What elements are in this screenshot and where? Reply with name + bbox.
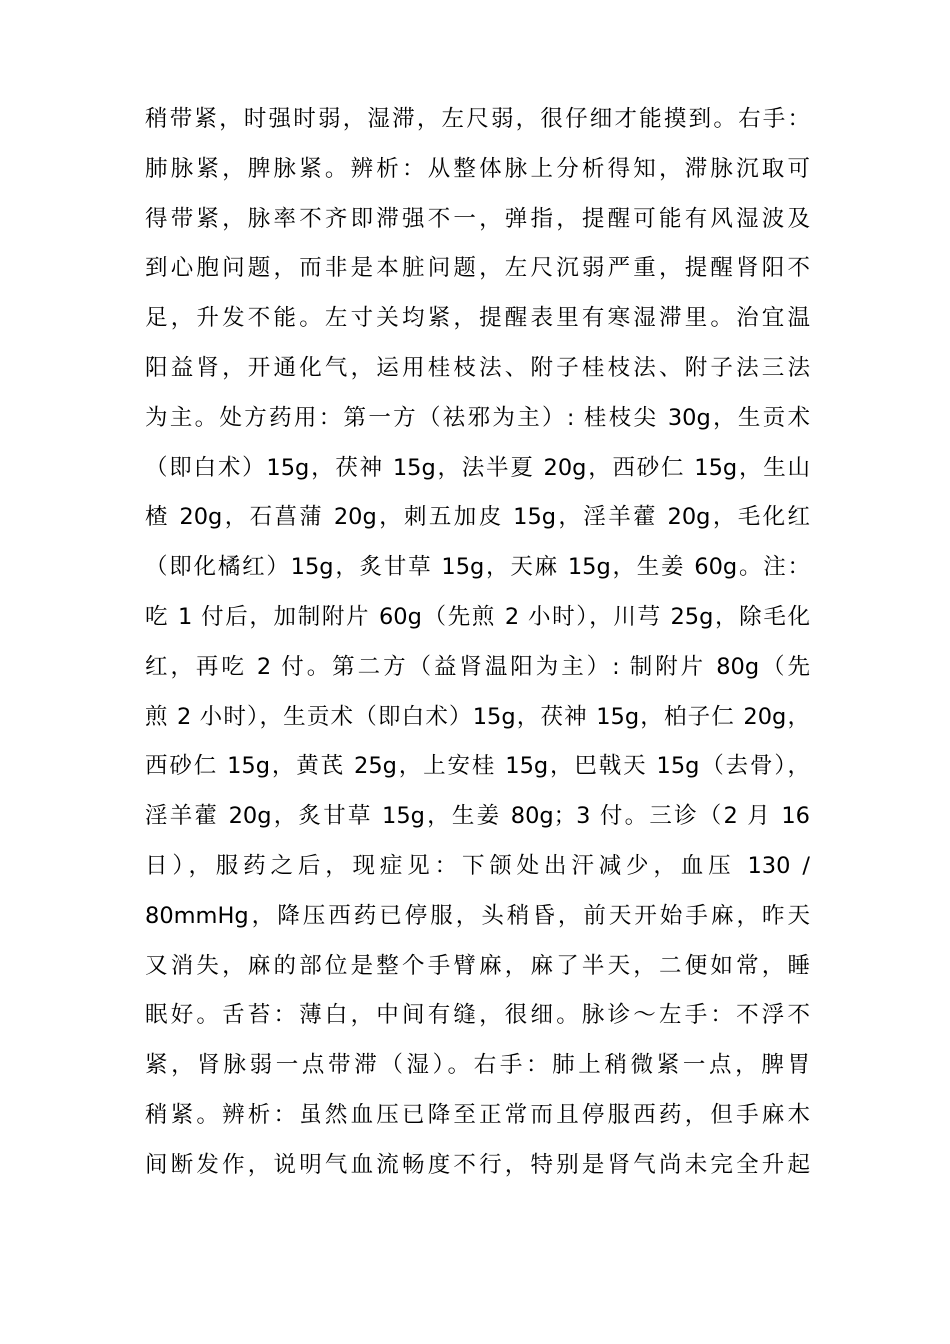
text-line: 紧，肾脉弱一点带滞（湿）。右手：肺上稍微紧一点，脾胃 <box>145 1052 810 1079</box>
text-line: 稍紧。辨析：虽然血压已降至正常而且停服西药，但手麻木 <box>145 1101 810 1128</box>
body-text <box>145 95 810 1191</box>
text-line: 为主。处方药用：第一方（祛邪为主）: 桂枝尖 30g，生贡术 <box>145 404 810 431</box>
text-line: （即白术）15g，茯神 15g，法半夏 20g，西砂仁 15g，生山 <box>145 454 810 481</box>
text-line: 足，升发不能。左寸关均紧，提醒表里有寒湿滞里。治宜温 <box>145 305 810 332</box>
text-line: 到心胞问题，而非是本脏问题，左尺沉弱严重，提醒肾阳不 <box>145 255 810 282</box>
text-line: 得带紧，脉率不齐即滞强不一，弹指，提醒可能有风湿波及 <box>145 205 810 232</box>
text-line: 又消失，麻的部位是整个手臂麻，麻了半天，二便如常，睡 <box>145 952 810 979</box>
text-line: 80mmHg，降压西药已停服，头稍昏，前天开始手麻，昨天 <box>145 902 810 929</box>
text-line: 楂 20g，石菖蒲 20g，刺五加皮 15g，淫羊藿 20g，毛化红 <box>145 504 810 531</box>
text-line: （即化橘红）15g，炙甘草 15g，天麻 15g，生姜 60g。注： <box>145 554 810 581</box>
text-line: 西砂仁 15g，黄芪 25g，上安桂 15g，巴戟天 15g（去骨）， <box>145 753 810 780</box>
text-line: 稍带紧，时强时弱，湿滞，左尺弱，很仔细才能摸到。右手： <box>145 106 810 132</box>
text-line: 煎 2 小时），生贡术（即白术）15g，茯神 15g，柏子仁 20g， <box>145 703 810 730</box>
text-line: 眠好。舌苔：薄白，中间有缝，很细。脉诊～左手：不浮不 <box>145 1002 810 1029</box>
text-line: 阳益肾，开通化气，运用桂枝法、附子桂枝法、附子法三法 <box>145 354 810 381</box>
text-line: 间断发作，说明气血流畅度不行，特别是肾气尚未完全升起 <box>145 1151 810 1178</box>
text-line: 吃 1 付后，加制附片 60g（先煎 2 小时），川芎 25g，除毛化 <box>145 603 810 630</box>
text-line: 肺脉紧，脾脉紧。辨析：从整体脉上分析得知，滞脉沉取可 <box>145 155 810 182</box>
text-line: 红，再吃 2 付。第二方（益肾温阳为主）: 制附片 80g（先 <box>145 653 810 680</box>
text-line: 日），服药之后，现症见：下颌处出汗减少，血压 130 / <box>145 852 810 879</box>
text-line: 淫羊藿 20g，炙甘草 15g，生姜 80g；3 付。三诊（2 月 16 <box>145 803 810 830</box>
